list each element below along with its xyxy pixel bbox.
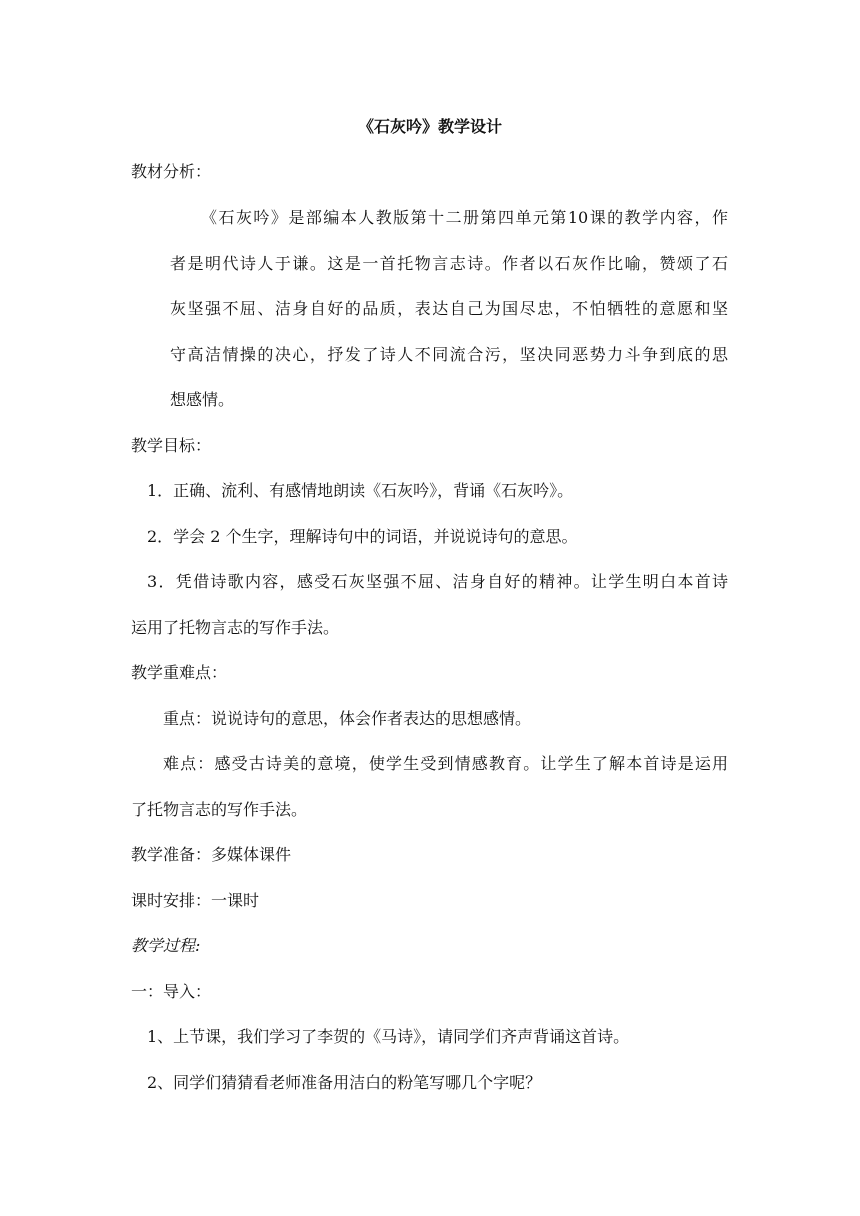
intro-step-1: 1、上节课，我们学习了李贺的《马诗》，请同学们齐声背诵这首诗。 [147,1027,630,1046]
textbook-analysis-heading: 教材分析： [131,162,212,181]
teaching-process-heading: 教学过程: [131,936,201,955]
teaching-goal-2: 2．学会 2 个生字，理解诗句中的词语，并说说诗句的意思。 [147,527,578,546]
key-difficult-heading: 教学重难点： [131,663,228,682]
difficult-point-line-1: 难点：感受古诗美的意境，使学生受到情感教育。让学生了解本首诗是运用 [163,754,728,773]
intro-step-2: 2、同学们猜猜看老师准备用洁白的粉笔写哪几个字呢？ [147,1073,542,1092]
teaching-preparation: 教学准备：多媒体课件 [131,845,292,864]
textbook-analysis-line-5: 想感情。 [170,390,235,409]
key-point: 重点：说说诗句的意思，体会作者表达的思想感情。 [163,709,532,728]
teaching-goal-3-line-1: 3．凭借诗歌内容，感受石灰坚强不屈、洁身自好的精神。让学生明白本首诗 [147,572,728,591]
intro-heading: 一：导入： [131,982,212,1001]
textbook-analysis-line-3: 灰坚强不屈、洁身自好的品质，表达自己为国尽忠，不怕牺牲的意愿和坚 [170,299,728,318]
textbook-analysis-line-2: 者是明代诗人于谦。这是一首托物言志诗。作者以石灰作比喻，赞颂了石 [170,254,728,273]
document-title: 《石灰吟》教学设计 [357,117,502,136]
textbook-analysis-line-4: 守高洁情操的决心，抒发了诗人不同流合污，坚决同恶势力斗争到底的思 [170,345,728,364]
teaching-goal-1: 1．正确、流利、有感情地朗读《石灰吟》，背诵《石灰吟》。 [147,481,574,500]
textbook-analysis-line-1: 《石灰吟》是部编本人教版第十二册第四单元第10课的教学内容，作 [201,208,728,227]
difficult-point-line-2: 了托物言志的写作手法。 [131,800,308,819]
class-schedule: 课时安排：一课时 [131,891,260,910]
teaching-goal-3-line-2: 运用了托物言志的写作手法。 [131,618,340,637]
teaching-goals-heading: 教学目标： [131,436,212,455]
